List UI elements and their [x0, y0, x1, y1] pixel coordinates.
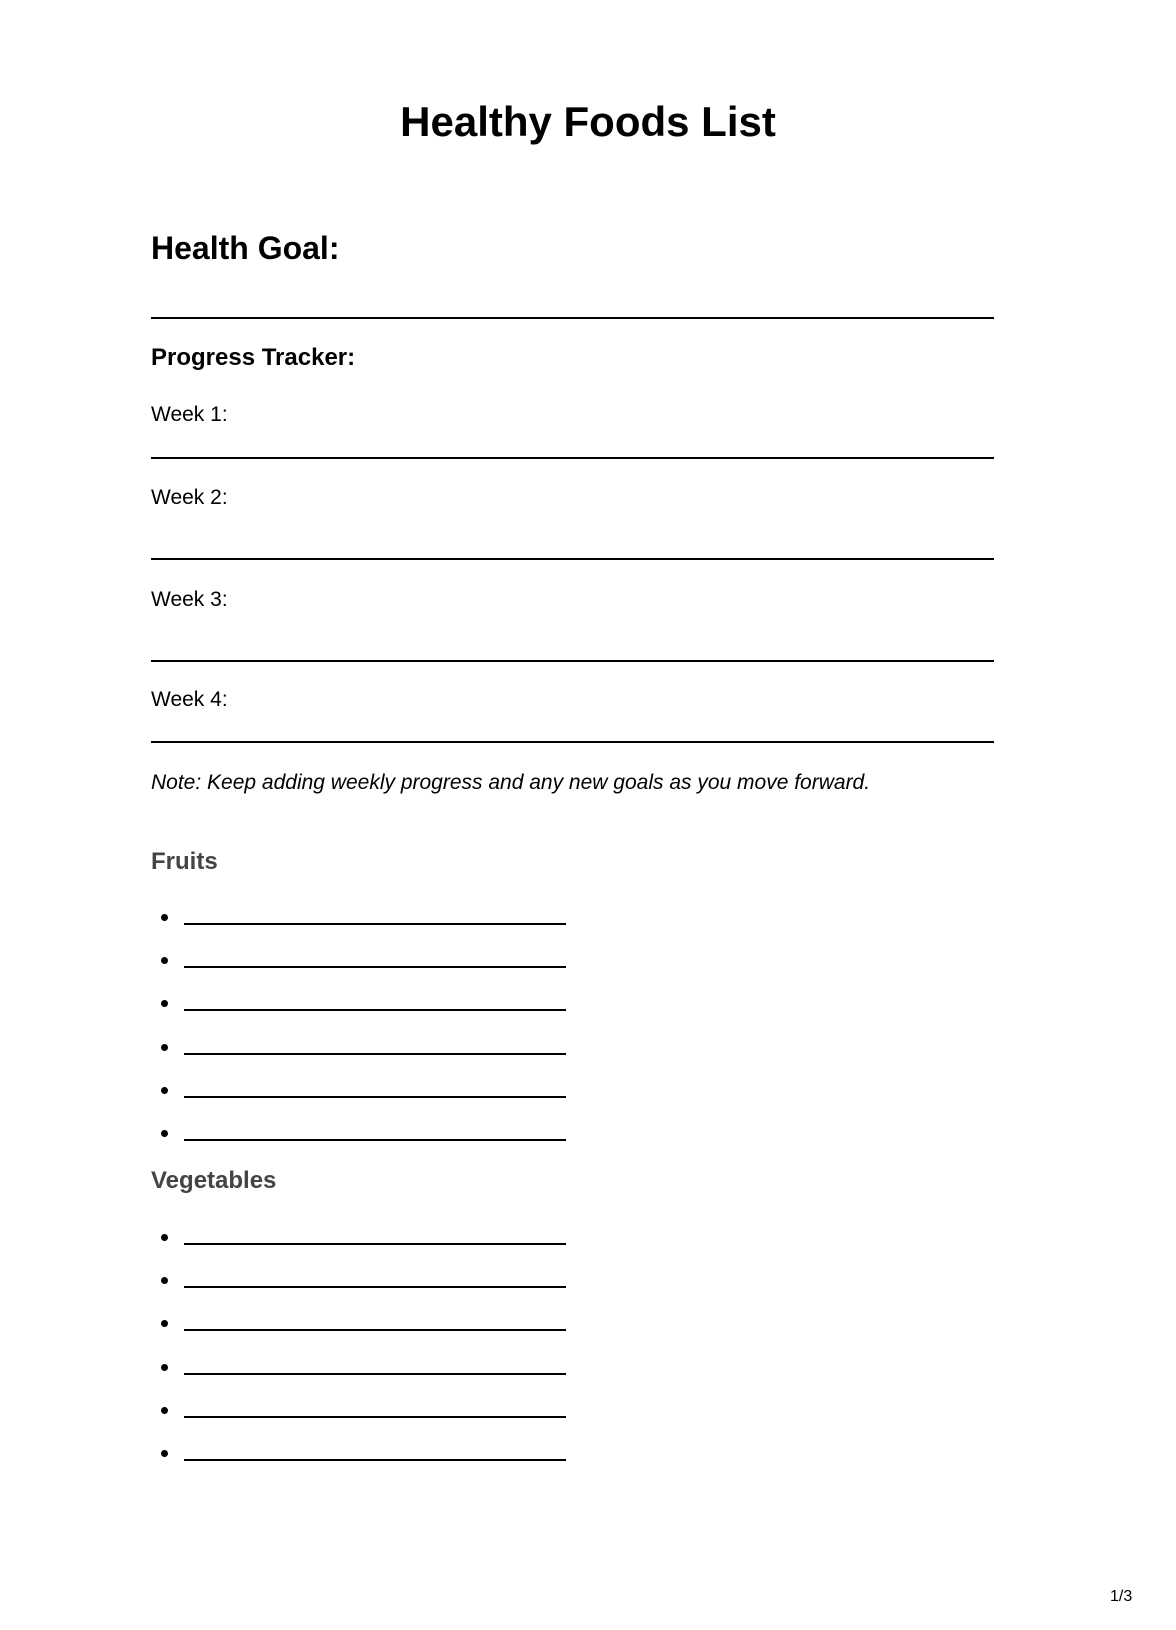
fruit-blank-line[interactable]	[184, 1096, 566, 1098]
bullet-icon	[161, 1087, 168, 1094]
fruit-blank-line[interactable]	[184, 1009, 566, 1011]
list-item	[151, 1114, 571, 1157]
vegetable-blank-line[interactable]	[184, 1243, 566, 1245]
bullet-icon	[161, 914, 168, 921]
week-4-line[interactable]	[151, 741, 994, 743]
week-2-label: Week 2:	[151, 486, 228, 509]
list-item	[151, 1261, 571, 1304]
health-goal-heading: Health Goal:	[151, 230, 340, 266]
fruit-blank-line[interactable]	[184, 966, 566, 968]
vegetable-blank-line[interactable]	[184, 1459, 566, 1461]
week-2-line[interactable]	[151, 558, 994, 560]
fruits-list	[151, 898, 571, 1158]
bullet-icon	[161, 1407, 168, 1414]
vegetables-heading: Vegetables	[151, 1167, 277, 1194]
week-3-label: Week 3:	[151, 588, 228, 611]
bullet-icon	[161, 1000, 168, 1007]
list-item	[151, 1028, 571, 1071]
list-item	[151, 1071, 571, 1114]
bullet-icon	[161, 1450, 168, 1457]
bullet-icon	[161, 1044, 168, 1051]
fruit-blank-line[interactable]	[184, 1053, 566, 1055]
list-item	[151, 1218, 571, 1261]
page-number: 1/3	[1110, 1588, 1133, 1605]
list-item	[151, 898, 571, 941]
vegetable-blank-line[interactable]	[184, 1416, 566, 1418]
vegetables-list	[151, 1218, 571, 1478]
health-goal-line[interactable]	[151, 317, 994, 319]
vegetable-blank-line[interactable]	[184, 1373, 566, 1375]
bullet-icon	[161, 1130, 168, 1137]
bullet-icon	[161, 1320, 168, 1327]
list-item	[151, 1348, 571, 1391]
fruits-heading: Fruits	[151, 848, 218, 875]
list-item	[151, 984, 571, 1027]
page-title: Healthy Foods List	[400, 98, 776, 145]
week-1-line[interactable]	[151, 457, 994, 459]
bullet-icon	[161, 1364, 168, 1371]
bullet-icon	[161, 1234, 168, 1241]
list-item	[151, 941, 571, 984]
fruit-blank-line[interactable]	[184, 1139, 566, 1141]
list-item	[151, 1434, 571, 1477]
vegetable-blank-line[interactable]	[184, 1286, 566, 1288]
vegetable-blank-line[interactable]	[184, 1329, 566, 1331]
progress-tracker-heading: Progress Tracker:	[151, 344, 356, 371]
week-3-line[interactable]	[151, 660, 994, 662]
week-1-label: Week 1:	[151, 403, 228, 426]
week-4-label: Week 4:	[151, 688, 228, 711]
list-item	[151, 1391, 571, 1434]
fruit-blank-line[interactable]	[184, 923, 566, 925]
bullet-icon	[161, 1277, 168, 1284]
list-item	[151, 1304, 571, 1347]
bullet-icon	[161, 957, 168, 964]
progress-note: Note: Keep adding weekly progress and any new goals as you move forward.	[151, 771, 871, 794]
